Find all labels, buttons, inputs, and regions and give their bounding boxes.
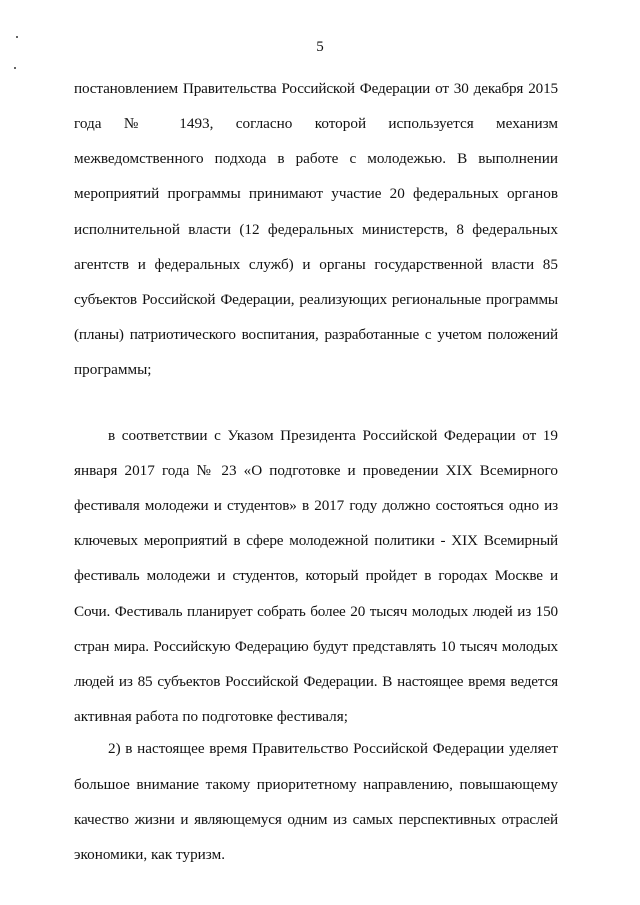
text-line: агентств и федеральных служб) и органы государственной власти 85: [74, 256, 558, 273]
scan-speck: [14, 67, 16, 69]
text-line: постановлением Правительства Российской Федерации от 30 декабря 2015: [74, 80, 558, 97]
text-line: ключевых мероприятий в сфере молодежной политики - XIX Всемирный: [74, 532, 558, 549]
text-line: (планы) патриотического воспитания, разработанные с учетом положений: [74, 326, 558, 343]
text-line: 2) в настоящее время Правительство Российской Федерации уделяет: [108, 740, 558, 757]
text-line: в соответствии с Указом Президента Российской Федерации от 19: [108, 427, 558, 444]
text-line: качество жизни и являющемуся одним из самых перспективных отраслей: [74, 811, 558, 828]
text-line: активная работа по подготовке фестиваля;: [74, 708, 348, 725]
text-line: людей из 85 субъектов Российской Федерации. В настоящее время ведется: [74, 673, 558, 690]
text-line: Сочи. Фестиваль планирует собрать более 20 тысяч молодых людей из 150: [74, 603, 558, 620]
text-line: межведомственного подхода в работе с молодежью. В выполнении: [74, 150, 558, 167]
text-line: мероприятий программы принимают участие 20 федеральных органов: [74, 185, 558, 202]
text-line: большое внимание такому приоритетному направлению, повышающему: [74, 776, 558, 793]
text-line: фестиваль молодежи и студентов, который пройдет в городах Москве и: [74, 567, 558, 584]
text-line: экономики, как туризм.: [74, 846, 225, 863]
text-line: исполнительной власти (12 федеральных министерств, 8 федеральных: [74, 221, 558, 238]
text-line: субъектов Российской Федерации, реализующих региональные программы: [74, 291, 558, 308]
text-line: года № 1493, согласно которой используется механизм: [74, 115, 558, 132]
page-number: 5: [316, 39, 324, 55]
text-line: фестиваля молодежи и студентов» в 2017 году должно состояться одно из: [74, 497, 558, 514]
text-line: января 2017 года № 23 «О подготовке и проведении XIX Всемирного: [74, 462, 558, 479]
text-line: программы;: [74, 361, 152, 378]
text-line: стран мира. Российскую Федерацию будут представлять 10 тысяч молодых: [74, 638, 558, 655]
